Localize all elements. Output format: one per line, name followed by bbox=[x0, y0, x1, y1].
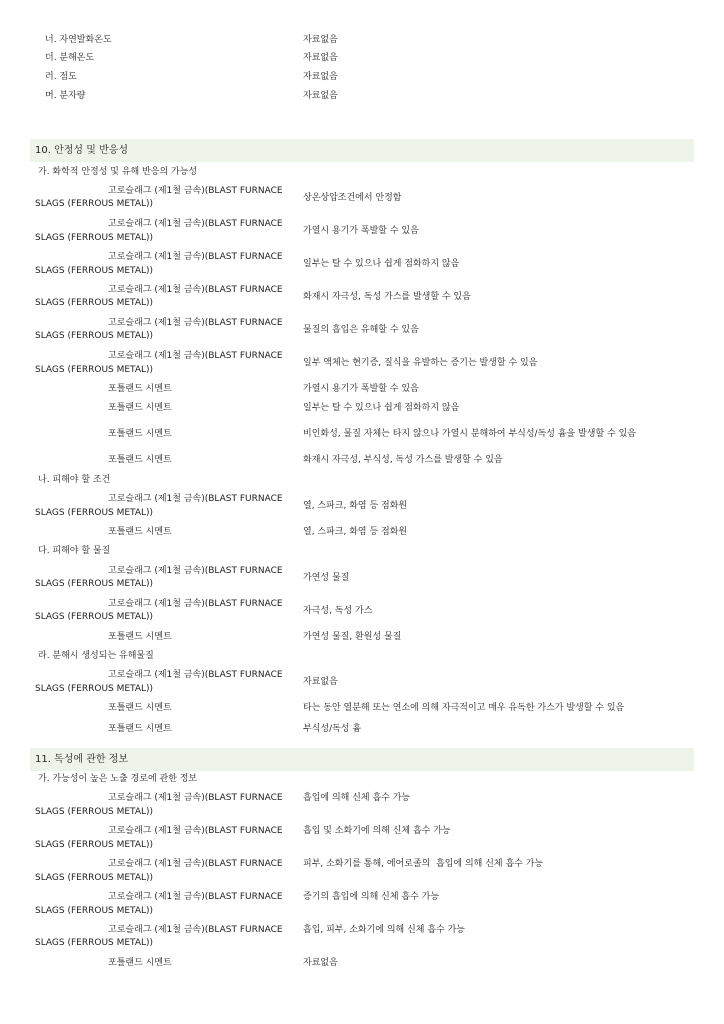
property-label: 너. 자연발화온도 bbox=[45, 35, 112, 45]
subsection-heading: 라. 분해시 생성되는 유해물질 bbox=[38, 651, 154, 661]
product-name: 고로슬래그 (제1철 금속)(BLAST FURNACE bbox=[108, 892, 283, 902]
row-value: 부식성/독성 흄 bbox=[303, 724, 362, 734]
product-name: 포틀랜드 시멘트 bbox=[108, 403, 172, 413]
section-10-header bbox=[30, 139, 694, 162]
product-name: 고로슬래그 (제1철 금속)(BLAST FURNACE bbox=[108, 670, 283, 680]
row-value: 자극성, 독성 가스 bbox=[303, 606, 373, 616]
property-label: 더. 분해온도 bbox=[45, 53, 95, 63]
row-value: 화재시 자극성, 부식성, 독성 가스를 발생할 수 있음 bbox=[303, 455, 503, 465]
product-name: 포틀랜드 시멘트 bbox=[108, 632, 172, 642]
product-name: 고로슬래그 (제1철 금속)(BLAST FURNACE bbox=[108, 599, 283, 609]
product-name-continued: SLAGS (FERROUS METAL)) bbox=[35, 873, 154, 883]
product-name-continued: SLAGS (FERROUS METAL)) bbox=[35, 579, 154, 589]
product-name-continued: SLAGS (FERROUS METAL)) bbox=[35, 331, 154, 341]
property-value: 자료없음 bbox=[303, 72, 338, 82]
product-name: 고로슬래그 (제1철 금속)(BLAST FURNACE bbox=[108, 351, 283, 361]
product-name-continued: SLAGS (FERROUS METAL)) bbox=[35, 233, 154, 243]
product-name-continued: SLAGS (FERROUS METAL)) bbox=[35, 938, 154, 948]
product-name: 고로슬래그 (제1철 금속)(BLAST FURNACE bbox=[108, 925, 283, 935]
row-value: 흡입에 의해 신체 흡수 가능 bbox=[303, 793, 411, 803]
product-name: 포틀랜드 시멘트 bbox=[108, 455, 172, 465]
product-name: 고로슬래그 (제1철 금속)(BLAST FURNACE bbox=[108, 186, 283, 196]
subsection-heading: 다. 피해야 할 물질 bbox=[38, 546, 111, 556]
product-name-continued: SLAGS (FERROUS METAL)) bbox=[35, 612, 154, 622]
row-value: 자료없음 bbox=[303, 677, 338, 687]
row-value: 증기의 흡입에 의해 신체 흡수 가능 bbox=[303, 892, 440, 902]
row-value: 흡입, 피부, 소화기에 의해 신체 흡수 가능 bbox=[303, 925, 465, 935]
section-title: 10. 안정성 및 반응성 bbox=[35, 145, 129, 156]
product-name-continued: SLAGS (FERROUS METAL)) bbox=[35, 199, 154, 209]
product-name: 고로슬래그 (제1철 금속)(BLAST FURNACE bbox=[108, 219, 283, 229]
section-11-header bbox=[30, 748, 694, 771]
row-value: 가연성 물질 bbox=[303, 573, 350, 583]
product-name: 고로슬래그 (제1철 금속)(BLAST FURNACE bbox=[108, 826, 283, 836]
product-name: 포틀랜드 시멘트 bbox=[108, 429, 172, 439]
product-name: 고로슬래그 (제1철 금속)(BLAST FURNACE bbox=[108, 285, 283, 295]
product-name-continued: SLAGS (FERROUS METAL)) bbox=[35, 298, 154, 308]
property-label: 러. 점도 bbox=[45, 72, 77, 82]
row-value: 비인화성, 물질 자체는 타지 않으나 가열시 분해하여 부식성/독성 흄을 발생할 수 있음 bbox=[303, 429, 636, 439]
product-name: 고로슬래그 (제1철 금속)(BLAST FURNACE bbox=[108, 252, 283, 262]
subsection-heading: 나. 피해야 할 조건 bbox=[38, 475, 111, 485]
product-name-continued: SLAGS (FERROUS METAL)) bbox=[35, 266, 154, 276]
product-name: 포틀랜드 시멘트 bbox=[108, 958, 172, 968]
subsection-heading: 가. 화학적 안정성 및 유해 반응의 가능성 bbox=[38, 167, 198, 177]
product-name-continued: SLAGS (FERROUS METAL)) bbox=[35, 508, 154, 518]
row-value: 일부 액체는 현기증, 질식을 유발하는 증기는 발생할 수 있음 bbox=[303, 358, 538, 368]
row-value: 흡입 및 소화기에 의해 신체 흡수 가능 bbox=[303, 826, 451, 836]
subsection-heading: 가. 가능성이 높은 노출 경로에 관한 정보 bbox=[38, 774, 198, 784]
property-value: 자료없음 bbox=[303, 53, 338, 63]
product-name: 포틀랜드 시멘트 bbox=[108, 703, 172, 713]
row-value: 일부는 탈 수 있으나 쉽게 점화하지 않음 bbox=[303, 259, 460, 269]
product-name: 고로슬래그 (제1철 금속)(BLAST FURNACE bbox=[108, 793, 283, 803]
product-name-continued: SLAGS (FERROUS METAL)) bbox=[35, 684, 154, 694]
property-label: 머. 분자량 bbox=[45, 91, 86, 101]
product-name-continued: SLAGS (FERROUS METAL)) bbox=[35, 807, 154, 817]
row-value: 가열시 용기가 폭발할 수 있음 bbox=[303, 384, 419, 394]
product-name: 고로슬래그 (제1철 금속)(BLAST FURNACE bbox=[108, 494, 283, 504]
product-name: 포틀랜드 시멘트 bbox=[108, 724, 172, 734]
product-name: 고로슬래그 (제1철 금속)(BLAST FURNACE bbox=[108, 859, 283, 869]
product-name-continued: SLAGS (FERROUS METAL)) bbox=[35, 365, 154, 375]
product-name: 고로슬래그 (제1철 금속)(BLAST FURNACE bbox=[108, 566, 283, 576]
product-name-continued: SLAGS (FERROUS METAL)) bbox=[35, 840, 154, 850]
row-value: 가열시 용기가 폭발할 수 있음 bbox=[303, 226, 419, 236]
row-value: 타는 동안 열분해 또는 연소에 의해 자극적이고 매우 유독한 가스가 발생할 수 있음 bbox=[303, 703, 625, 713]
product-name-continued: SLAGS (FERROUS METAL)) bbox=[35, 906, 154, 916]
section-title: 11. 독성에 관한 정보 bbox=[35, 754, 129, 765]
row-value: 열, 스파크, 화염 등 점화원 bbox=[303, 527, 408, 537]
property-value: 자료없음 bbox=[303, 91, 338, 101]
row-value: 화재시 자극성, 독성 가스를 발생할 수 있음 bbox=[303, 292, 471, 302]
row-value: 자료없음 bbox=[303, 958, 338, 968]
row-value: 가연성 물질, 환원성 물질 bbox=[303, 632, 402, 642]
product-name: 고로슬래그 (제1철 금속)(BLAST FURNACE bbox=[108, 318, 283, 328]
property-value: 자료없음 bbox=[303, 35, 338, 45]
row-value: 상온상압조건에서 안정함 bbox=[303, 193, 402, 203]
row-value: 물질의 흡입은 유해할 수 있음 bbox=[303, 325, 419, 335]
row-value: 열, 스파크, 화염 등 점화원 bbox=[303, 501, 408, 511]
row-value: 피부, 소화기를 통해, 에어로졸의 흡입에 의해 신체 흡수 가능 bbox=[303, 859, 544, 869]
product-name: 포틀랜드 시멘트 bbox=[108, 527, 172, 537]
product-name: 포틀랜드 시멘트 bbox=[108, 384, 172, 394]
row-value: 일부는 탈 수 있으나 쉽게 점화하지 않음 bbox=[303, 403, 460, 413]
